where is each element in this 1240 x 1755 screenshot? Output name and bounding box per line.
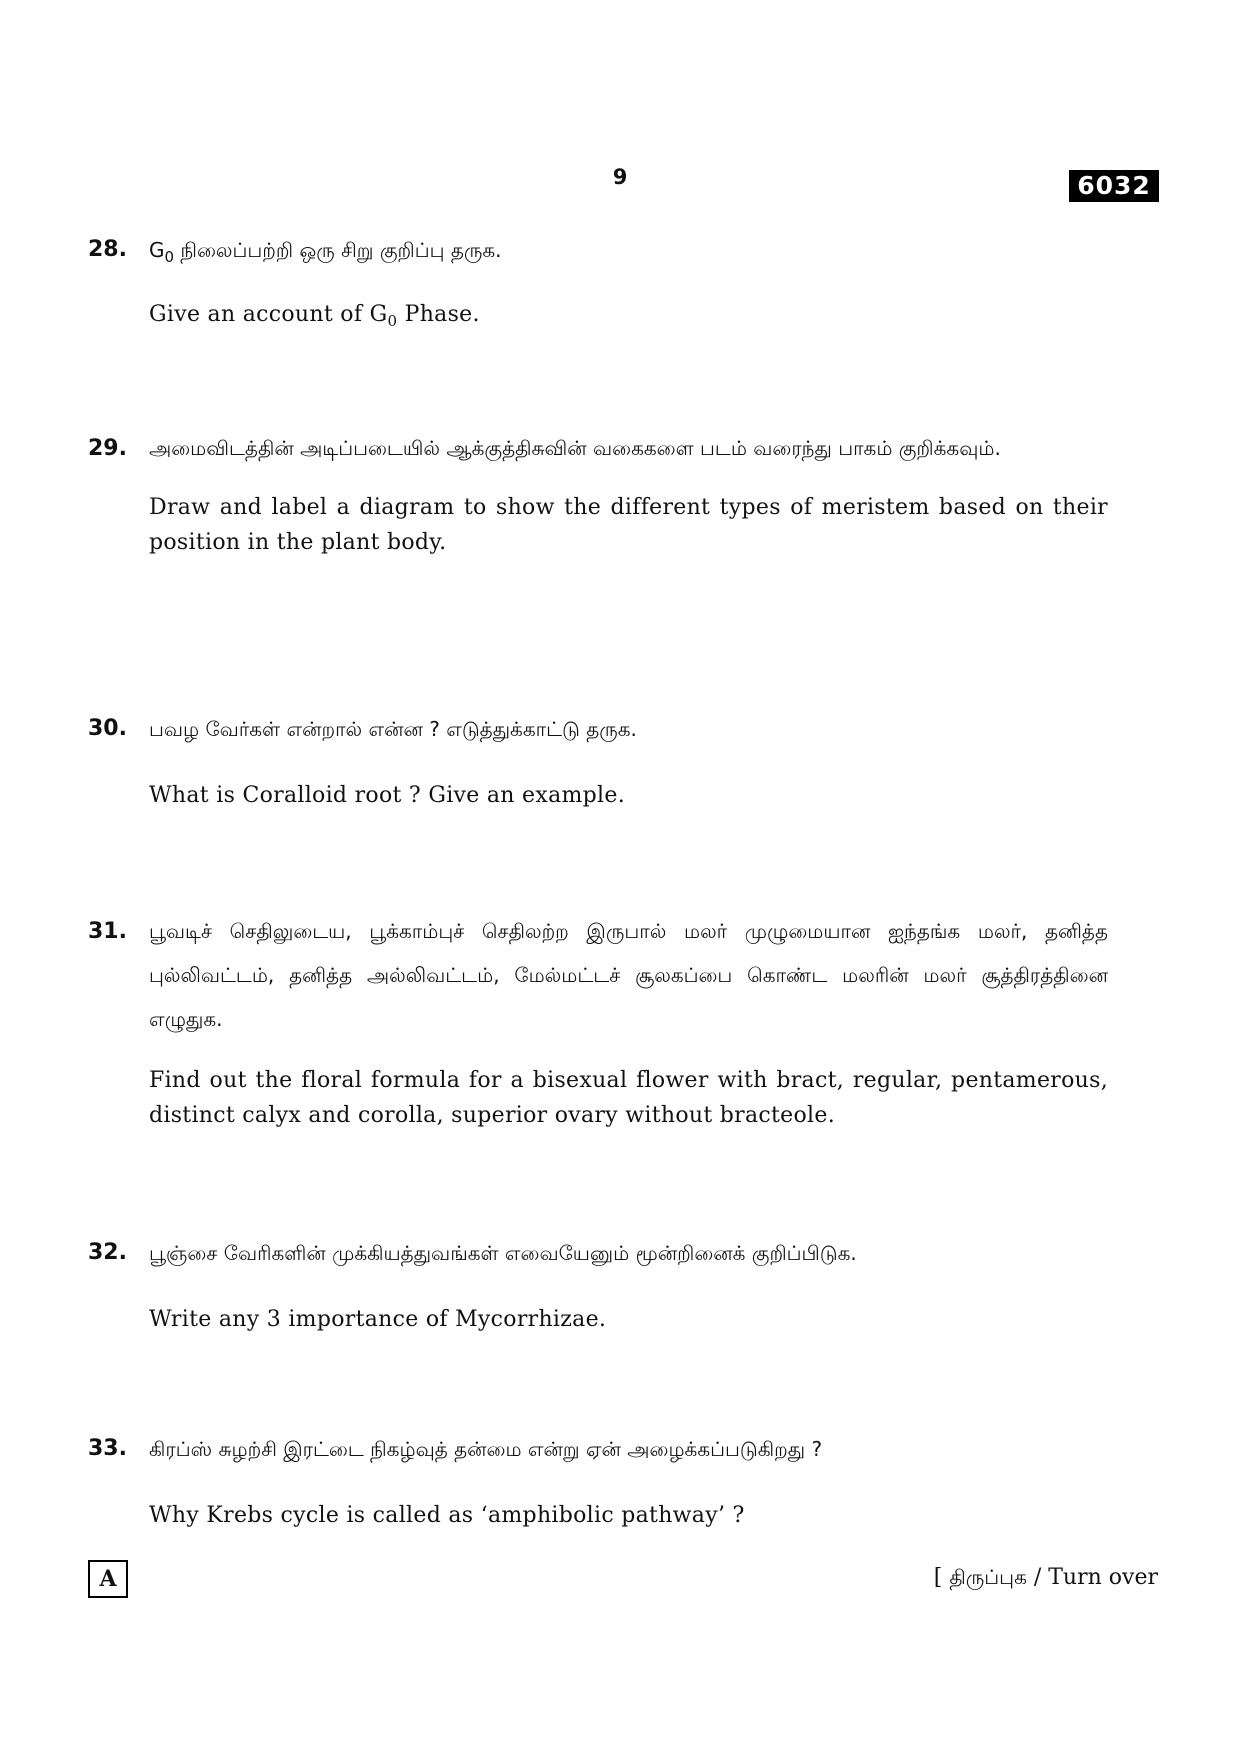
question-english: Give an account of $G_0$ Phase. — [149, 302, 480, 330]
question-number: 33. — [88, 1436, 127, 1461]
question-english: Write any 3 importance of Mycorrhizae. — [149, 1307, 607, 1332]
question-31 — [88, 915, 1108, 1133]
turn-over-note: [ திருப்புக / Turn over — [933, 1565, 1158, 1590]
paper-code-badge: 6032 — [1069, 170, 1159, 202]
question-number: 31. — [88, 919, 127, 944]
question-tamil: பூஞ்சை வேரிகளின் முக்கியத்துவங்கள் எவையேனும் மூன்றினைக் குறிப்பிடுக. — [149, 1241, 857, 1265]
question-29 — [88, 432, 1108, 560]
question-30 — [88, 712, 1108, 813]
question-english: Draw and label a diagram to show the different types of meristem based on their position in the plant body. — [149, 495, 1108, 555]
series-letter-box: A — [88, 1560, 128, 1598]
question-english: What is Coralloid root ? Give an example. — [149, 783, 625, 808]
question-english: Find out the floral formula for a bisexual flower with bract, regular, pentamerous, distinct calyx and corolla, superior ovary without bracteole. — [149, 1068, 1108, 1128]
question-tamil: பூவடிச் செதிலுடைய, பூக்காம்புச் செதிலற்ற இருபால் மலர் முழுமையான ஐந்தங்க மலர், தனித்த புல்லிவட்டம், தனித்த அல்லிவட்டம், மேல்மட்டச் சூலகப்பை கொண்ட மலரின் மலர் சூத்திரத்தினை எழுதுக. — [149, 919, 1108, 1031]
question-28 — [88, 233, 1108, 332]
question-english: Why Krebs cycle is called as ‘amphibolic pathway’ ? — [149, 1503, 745, 1528]
question-number: 29. — [88, 436, 127, 461]
page-number: 9 — [612, 165, 628, 189]
question-number: 32. — [88, 1240, 127, 1265]
question-tamil: பவழ வேர்கள் என்றால் என்ன ? எடுத்துக்காட்டு தருக. — [149, 717, 637, 741]
question-number: 28. — [88, 237, 127, 262]
question-tamil: அமைவிடத்தின் அடிப்படையில் ஆக்குத்திசுவின் வகைகளை படம் வரைந்து பாகம் குறிக்கவும். — [149, 436, 1001, 460]
question-32 — [88, 1236, 1108, 1337]
question-tamil: $G_0$ நிலைப்பற்றி ஒரு சிறு குறிப்பு தருக. — [149, 238, 502, 266]
question-tamil: கிரப்ஸ் சுழற்சி இரட்டை நிகழ்வுத் தன்மை என்று ஏன் அழைக்கப்படுகிறது ? — [149, 1437, 823, 1461]
question-number: 30. — [88, 716, 127, 741]
question-33 — [88, 1432, 1108, 1533]
